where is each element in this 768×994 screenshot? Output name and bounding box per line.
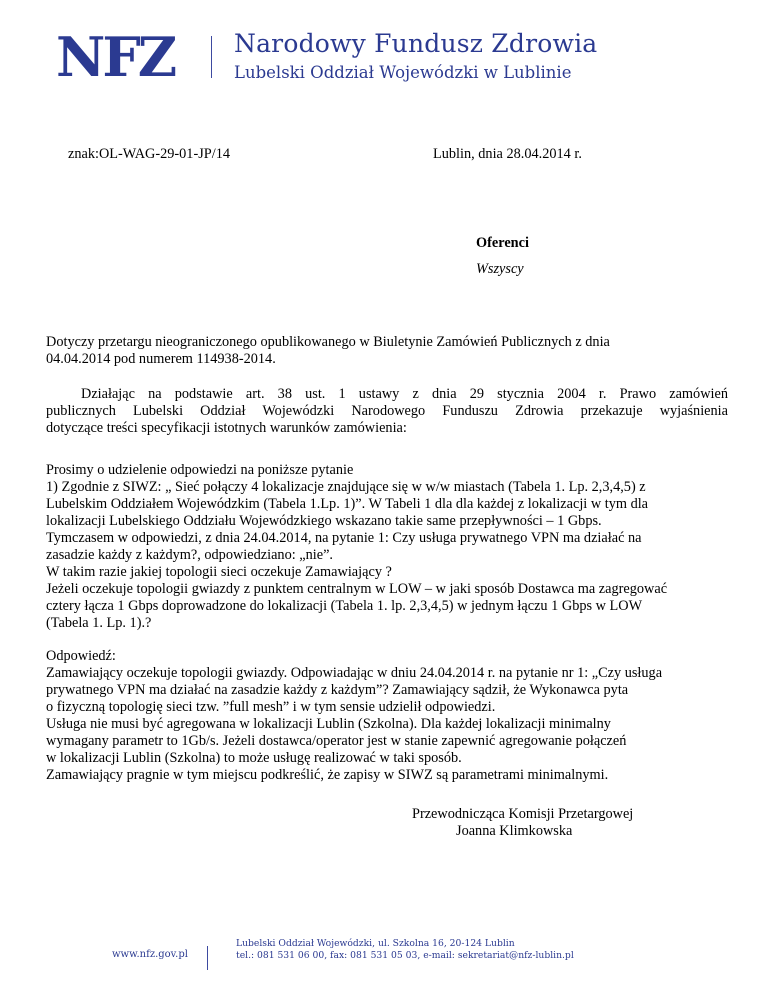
question-line: 1) Zgodnie z SIWZ: „ Sieć połączy 4 lokalizacje znajdujące się w w/w miastach (Tabela 1. Lp. 2,3,4,5) z [46, 479, 646, 495]
question-line: Lubelskim Oddziałem Wojewódzkim (Tabela 1.Lp. 1)”. W Tabeli 1 dla dla każdej z lokalizacji w tym dla [46, 496, 649, 512]
question-paragraph [46, 462, 728, 632]
place-date: Lublin, dnia 28.04.2014 r. [433, 146, 582, 162]
footer-divider [207, 946, 208, 970]
answer-line: wymagany parametr to 1Gb/s. Jeżeli dostawca/operator jest w stanie zapewnić agregowanie połączeń [46, 733, 627, 749]
answer-heading: Odpowiedź: [46, 648, 116, 664]
addressee-title: Oferenci [476, 235, 529, 251]
org-name: Narodowy Fundusz Zdrowia [234, 29, 598, 58]
question-line: (Tabela 1. Lp. 1).? [46, 615, 152, 631]
intro-line: publicznych Lubelski Oddział Wojewódzki Narodowego Funduszu Zdrowia przekazuje wyjaśnienia [46, 403, 728, 419]
footer-contact[interactable]: tel.: 081 531 06 00, fax: 081 531 05 03, e-mail: sekretariat@nfz-lublin.pl [236, 950, 574, 961]
signature-role: Przewodnicząca Komisji Przetargowej [412, 806, 634, 822]
org-branch: Lubelski Oddział Wojewódzki w Lublinie [234, 63, 572, 82]
question-line: W takim razie jakiej topologii sieci oczekuje Zamawiający ? [46, 564, 392, 580]
answer-line: w lokalizacji Lublin (Szkolna) to może usługę realizować w taki sposób. [46, 750, 462, 766]
answer-line: o fizyczną topologię sieci tzw. ”full mesh” i w tym sensie udzielił odpowiedzi. [46, 699, 496, 715]
question-line: lokalizacji Lubelskiego Oddziału Wojewódzkiego wskazano takie same przepływności – 1 Gbps. [46, 513, 602, 529]
question-line: Prosimy o udzielenie odpowiedzi na poniższe pytanie [46, 462, 354, 478]
header-divider [211, 36, 212, 78]
answer-line: Zamawiający oczekuje topologii gwiazdy. Odpowiadając w dniu 24.04.2014 r. na pytanie nr 1: „Czy usługa [46, 665, 663, 681]
subject-line: 04.04.2014 pod numerem 114938-2014. [46, 351, 276, 367]
signature-name: Joanna Klimkowska [456, 823, 573, 839]
question-line: Jeżeli oczekuje topologii gwiazdy z punktem centralnym w LOW – w jaki sposób Dostawca ma zagregować [46, 581, 668, 597]
subject-line: Dotyczy przetargu nieograniczonego opublikowanego w Biuletynie Zamówień Publicznych z dnia [46, 334, 610, 350]
question-line: cztery łącza 1 Gbps doprowadzone do lokalizacji (Tabela 1. lp. 2,3,4,5) w jednym łączu 1 Gbps w LOW [46, 598, 643, 614]
question-line: Tymczasem w odpowiedzi, z dnia 24.04.2014, na pytanie 1: Czy usługa prywatnego VPN ma działać na [46, 530, 642, 546]
nfz-logo [56, 28, 184, 84]
subject-paragraph [46, 334, 728, 368]
footer-address-block [236, 938, 574, 962]
footer-address: Lubelski Oddział Wojewódzki, ul. Szkolna 16, 20-124 Lublin [236, 938, 515, 949]
footer-website[interactable]: www.nfz.gov.pl [112, 949, 188, 960]
answer-line: Usługa nie musi być agregowana w lokalizacji Lublin (Szkolna). Dla każdej lokalizacji minimalny [46, 716, 611, 732]
answer-paragraph [46, 648, 728, 784]
intro-paragraph [46, 386, 728, 437]
question-line: zasadzie każdy z każdym?, odpowiedziano: „nie”. [46, 547, 333, 563]
intro-line: dotyczące treści specyfikacji istotnych warunków zamówienia: [46, 420, 407, 436]
reference-number: znak:OL-WAG-29-01-JP/14 [68, 146, 230, 162]
nfz-logo-text: NFZ [56, 28, 175, 84]
answer-line: Zamawiający pragnie w tym miejscu podkreślić, że zapisy w SIWZ są parametrami minimalnymi. [46, 767, 609, 783]
addressee-subtitle: Wszyscy [476, 261, 524, 277]
answer-line: prywatnego VPN ma działać na zasadzie każdy z każdym”? Zamawiający sądził, że Wykonawca pyta [46, 682, 629, 698]
intro-line: Działając na podstawie art. 38 ust. 1 ustawy z dnia 29 stycznia 2004 r. Prawo zamówień [81, 386, 728, 402]
